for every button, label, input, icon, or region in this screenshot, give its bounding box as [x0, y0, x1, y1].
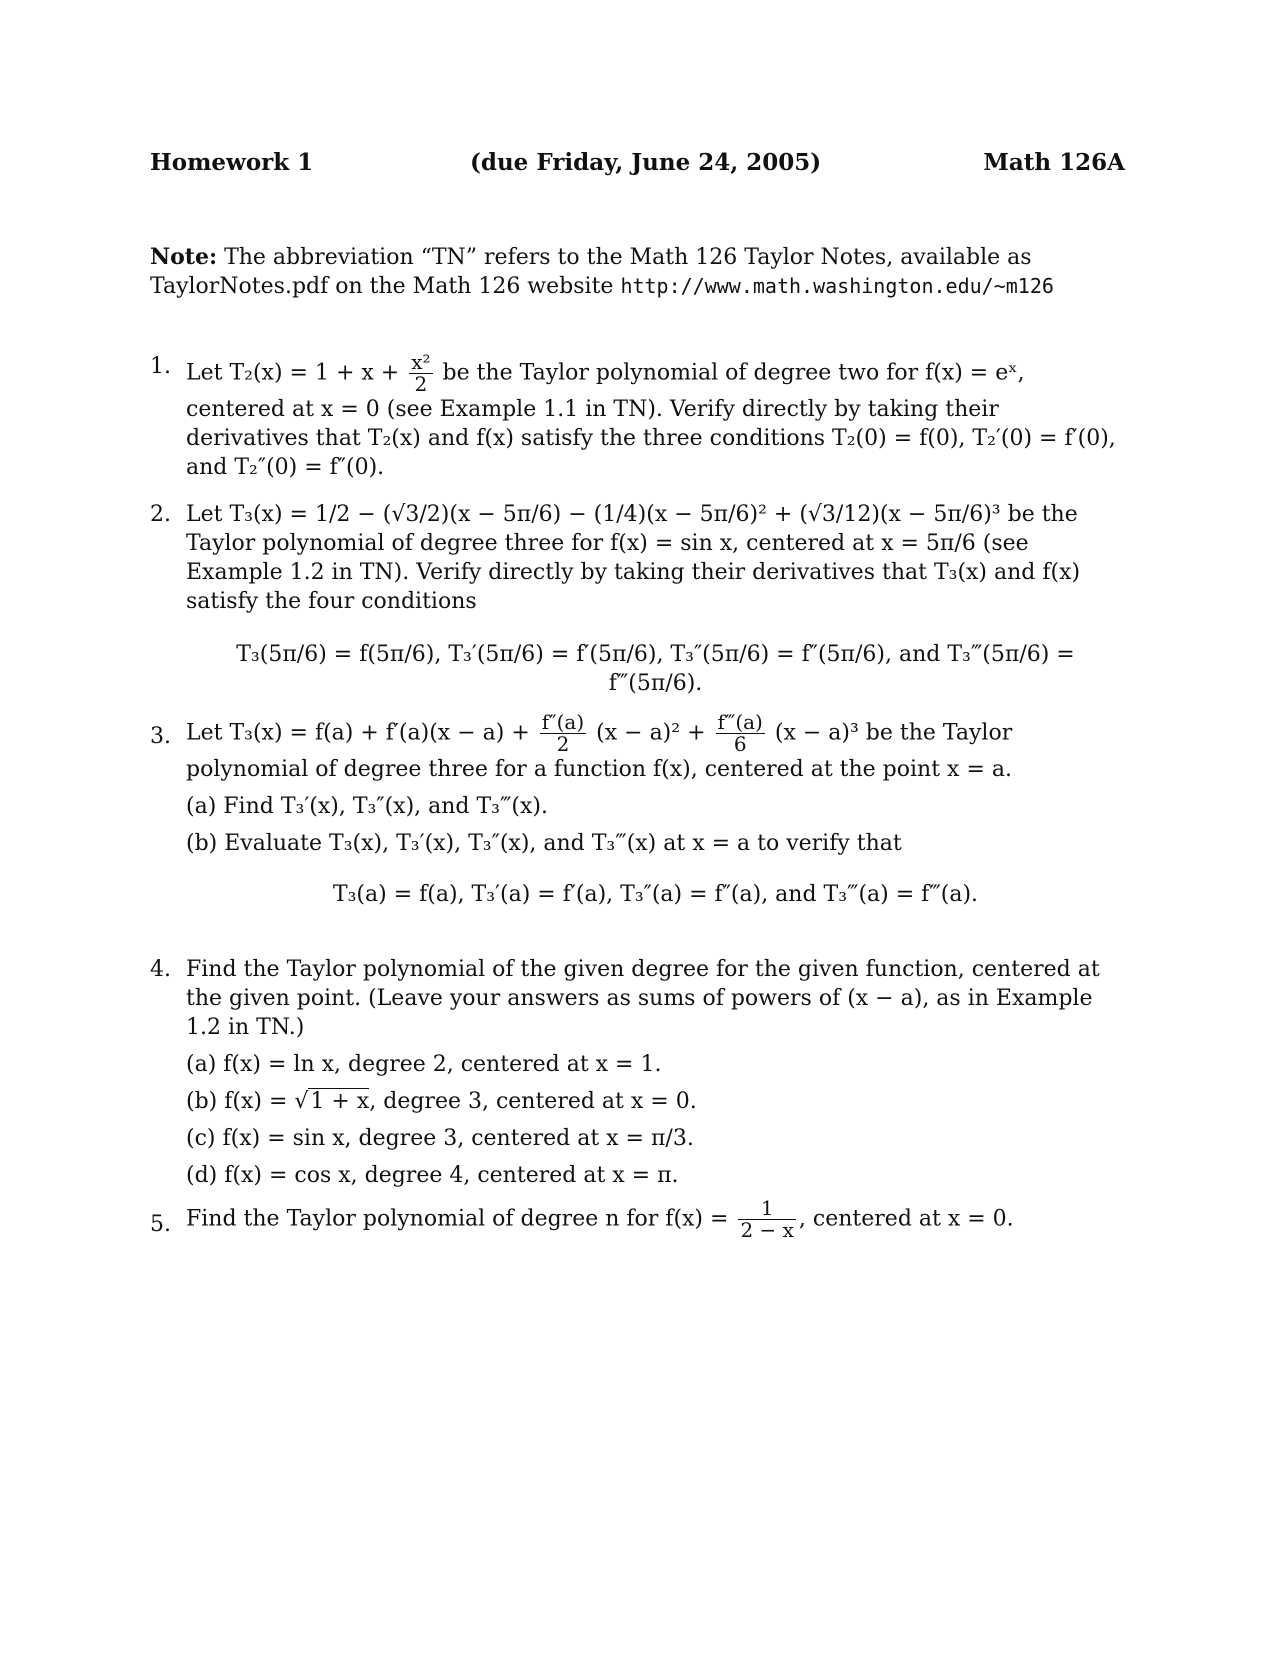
- problem-4-part-b: [186, 1087, 1125, 1116]
- homework-title: Homework 1: [150, 149, 314, 176]
- fraction: [409, 352, 432, 395]
- problem-4-text: Find the Taylor polynomial of the given degree for the given function, centered at the given point. (Leave your answers as sums of powers of (x − a), as in Example 1.2 in TN.): [186, 957, 1100, 1041]
- problem-4-part-c: (c) f(x) = sin x, degree 3, centered at x = π/3.: [186, 1126, 694, 1152]
- problem-5-text: , centered at x = 0.: [798, 1206, 1014, 1232]
- problem-5: [150, 1198, 1125, 1241]
- problem-3-text: (x − a)³ be the Taylor polynomial of degree three for a function f(x), centered at the point x = a.: [186, 720, 1013, 782]
- problem-number: 1.: [150, 354, 171, 379]
- problem-4-part-d: (d) f(x) = cos x, degree 4, centered at x = π.: [186, 1163, 679, 1189]
- due-date: (due Friday, June 24, 2005): [470, 149, 822, 176]
- problem-1: [150, 352, 1125, 482]
- course-name: Math 126A: [983, 149, 1125, 176]
- part-b-lead: (b) f(x) =: [186, 1089, 288, 1115]
- problem-3-lead: Let T₃(x) = f(a) + f′(a)(x − a) +: [186, 720, 530, 746]
- problem-2-text: be the Taylor polynomial of degree three for f(x) = sin x, centered at x = 5π/6 (see Example 1.2 in TN). Verify directly by taking their derivatives that T₃(x) and f(x) satisfy the four conditions: [186, 502, 1081, 615]
- page-header: [150, 148, 1125, 180]
- fraction: [716, 712, 765, 755]
- fraction-numerator: 1: [760, 1196, 774, 1220]
- note-text: The abbreviation “TN” refers to the Math 126 Taylor Notes, available as TaylorNotes.pdf on the Math 126 website: [150, 245, 1032, 300]
- problem-2-formula: 1/2 − (√3/2)(x − 5π/6) − (1/4)(x − 5π/6)² + (√3/12)(x − 5π/6)³: [314, 502, 1001, 527]
- fraction-numerator: f″(a): [541, 710, 585, 734]
- fraction-numerator: x²: [411, 350, 431, 374]
- fraction: [738, 1198, 795, 1241]
- problem-4: [150, 955, 1125, 1190]
- problem-5-lead: Find the Taylor polynomial of degree n for f(x) =: [186, 1206, 729, 1232]
- problem-4-part-a: (a) f(x) = ln x, degree 2, centered at x = 1.: [186, 1052, 662, 1078]
- problem-2-lead: Let T₃(x) =: [186, 502, 308, 527]
- problem-3-part-a: (a) Find T₃′(x), T₃″(x), and T₃‴(x).: [186, 794, 549, 820]
- problem-3-conditions: T₃(a) = f(a), T₃′(a) = f′(a), T₃″(a) = f″(a), and T₃‴(a) = f‴(a).: [332, 882, 979, 908]
- fraction-numerator: f‴(a): [717, 710, 763, 734]
- note-label: Note:: [150, 244, 218, 270]
- problem-number: 4.: [150, 957, 171, 982]
- fraction: [540, 712, 586, 755]
- fraction-denominator: 2 − x: [740, 1218, 794, 1242]
- fraction-denominator: 2: [409, 373, 432, 395]
- problem-number: 5.: [150, 1212, 171, 1237]
- problem-2-conditions: T₃(5π/6) = f(5π/6), T₃′(5π/6) = f′(5π/6), T₃″(5π/6) = f″(5π/6), and T₃‴(5π/6) = f‴(5π/6).: [236, 642, 1075, 697]
- problem-number: 2.: [150, 502, 171, 527]
- note-paragraph: [150, 243, 1125, 301]
- website-url: http://www.math.washington.edu/~m126: [620, 274, 1054, 299]
- problem-3: [150, 712, 1125, 917]
- sqrt-sign: √: [294, 1089, 309, 1115]
- problem-1-lead: Let T₂(x) = 1 + x +: [186, 360, 400, 386]
- sqrt-radicand: 1 + x: [310, 1089, 370, 1115]
- fraction-denominator: 2: [540, 733, 586, 755]
- problem-number: 3.: [150, 724, 171, 749]
- fraction-denominator: 6: [716, 733, 765, 755]
- part-b-rest: , degree 3, centered at x = 0.: [369, 1089, 697, 1115]
- problem-3-part-b: (b) Evaluate T₃(x), T₃′(x), T₃″(x), and T₃‴(x) at x = a to verify that: [186, 831, 902, 857]
- problem-3-mid: (x − a)² +: [596, 720, 706, 746]
- problem-2: [150, 500, 1125, 706]
- problem-1-text: be the Taylor polynomial of degree two for f(x) = eˣ, centered at x = 0 (see Example 1.1 in TN). Verify directly by taking their derivatives that T₂(x) and f(x) satisfy the three conditions T₂(0) = f(0), T₂′(0) = f′(0), and T₂″(0) = f″(0).: [186, 360, 1116, 481]
